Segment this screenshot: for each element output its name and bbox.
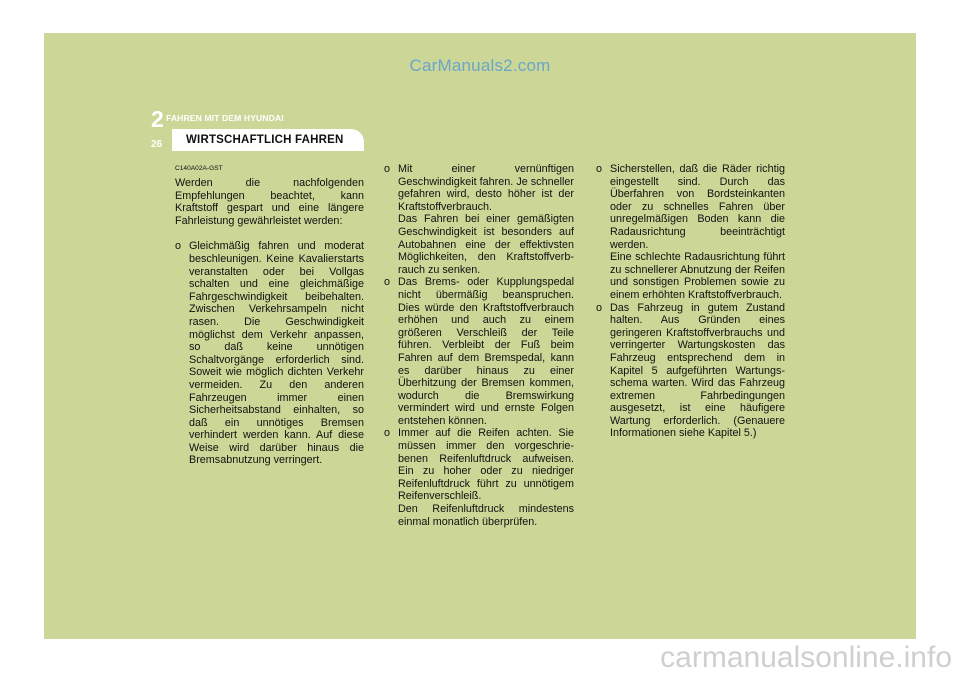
watermark-text[interactable]: CarManuals2.com [409,56,551,75]
list-item [596,302,785,441]
section-title: WIRTSCHAFTLICH FAHREN [186,134,344,146]
list-item-text: Eine schlechte Radausrichtung führt zu schnellerer Abnutzung der Reifen und sonstigen Problemen sowie zu einem erhöhten Kraftstoffverbrauch. [610,251,785,301]
list-item [596,163,785,302]
list-item-text: Immer auf die Reifen achten. Sie müssen immer den vorgeschrie-benen Reifenluftdruck aufweisen. Ein zu hoher oder zu niedriger Reifenluftdruck führt zu unnötigem Reifenverschleiß. [398,427,574,503]
list-item-text: Mit einer vernünftigen Geschwindigkeit fahren. Je schneller gefahren wird, desto höher ist der Kraftstoffverbrauch. [398,163,574,213]
intro-paragraph: Werden die nachfolgenden Empfehlungen beachtet, kann Kraftstoff gespart und eine längere Fahrleistung gewährleistet werden: [175,177,364,227]
document-code: C140A02A-GST [175,165,223,172]
bullet-marker: o [596,301,603,314]
chapter-title: FAHREN MIT DEM HYUNDAI [166,113,284,123]
bullet-marker: o [596,163,603,175]
list-item-text: Das Brems- oder Kupplungspedal nicht übermäßig beanspruchen. Dies würde den Kraftstoffverbrauch erhöhen und auch zu einem größeren Verschleiß der Teile führen. Verbleibt der Fuß beim Fahren auf dem Bremspedal, kann es darüber hinaus zu einer Überhitzung der Bremsen kommen, wodurch die Bremswirkung vermindert wird und ernste Folgen entstehen können. [398,276,574,427]
bullet-marker: o [384,276,391,289]
list-item [175,240,364,467]
list-item-text: Sicherstellen, daß die Räder richtig eingestellt sind. Durch das Überfahren von Bordsteinkanten oder zu schnelles Fahren über unregelmäßigen Boden kann die Radausrichtung beeinträchtigt werden. [610,163,785,251]
column-1 [175,177,364,467]
list-item-text: Gleichmäßig fahren und moderat beschleunigen. Keine Kavalierstarts veranstalten oder bei Vollgas schalten und eine gleichmäßige Fahrgeschwindigkeit beibehalten. Zwischen Verkehrsampeln nicht rasen. Die Geschwindigkeit möglichst dem Verkehr anpassen, so daß keine unnötigen Schaltvorgänge erforderlich sind. Soweit wie möglich dichten Verkehr vermeiden. Zu den anderen Fahrzeugen immer einen Sicherheitsabstand einhalten, so daß ein unnötiges Bremsen verhindert werden kann. Auf diese Weise wird darüber hinaus die Bremsabnutzung verringert. [189,240,364,467]
column-2 [384,163,574,528]
bullet-marker: o [384,163,391,175]
list-item-text: Den Reifenluftdruck mindestens einmal monatlich überprüfen. [398,503,574,528]
bullet-marker: o [175,240,182,253]
bullet-marker: o [384,427,391,440]
list-item [384,163,574,276]
list-item [384,427,574,528]
page-number: 26 [151,139,163,150]
chapter-number: 2 [151,106,164,132]
column-3 [596,163,785,440]
list-item [384,276,574,427]
footer-watermark[interactable]: carmanualsonline.info [660,641,952,674]
list-item-text: Das Fahren bei einer gemäßigten Geschwindigkeit ist besonders auf Autobahnen eine der effektivsten Möglichkeiten, den Kraftstoffverb-rauch zu senken. [398,213,574,276]
list-item-text: Das Fahrzeug in gutem Zustand halten. Aus Gründen eines geringeren Kraftstoffverbrauchs und verringerter Wartungskosten das Fahrzeug entsprechend dem in Kapitel 5 aufgeführten Wartungs-schema warten. Wird das Fahrzeug extremen Fahrbedingungen ausgesetzt, ist eine häufigere Wartung erforderlich. (Genauere Informationen siehe Kapitel 5.) [610,301,785,440]
